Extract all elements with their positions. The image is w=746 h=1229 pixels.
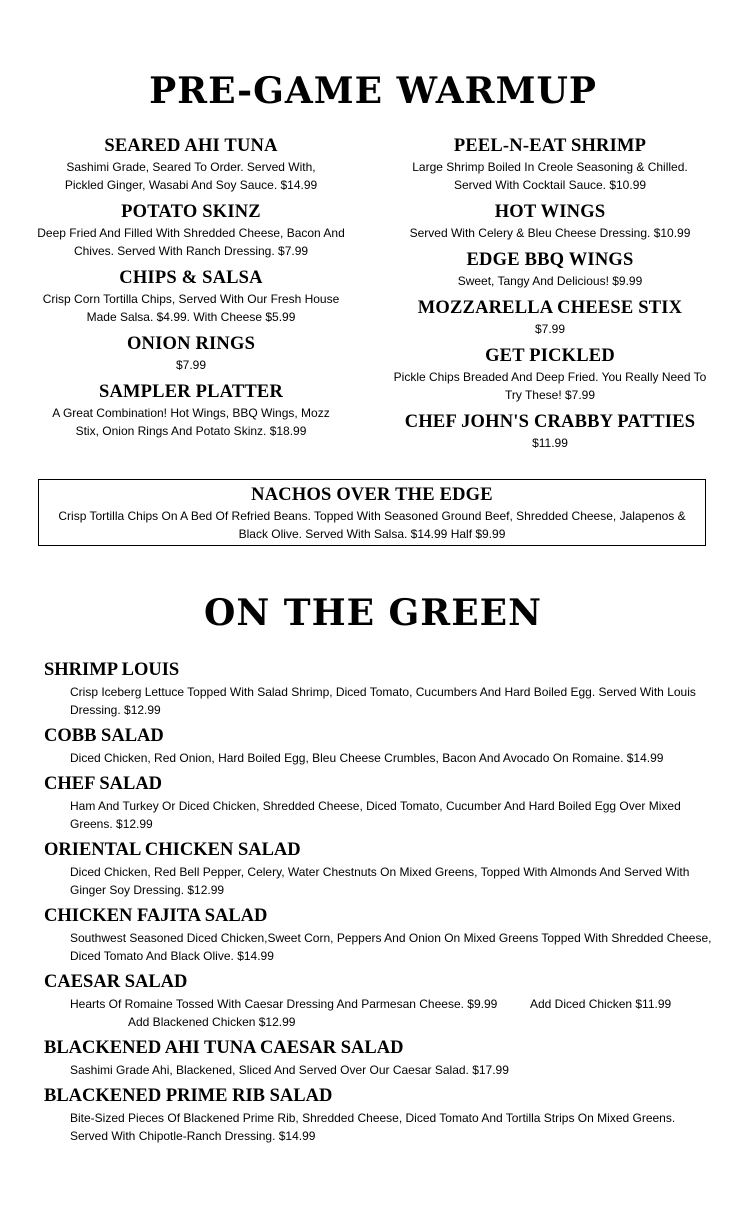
item-description: Deep Fried And Filled With Shredded Cheese, Bacon And Chives. Served With Ranch Dressing. $7.99 — [37, 226, 345, 258]
menu-item — [6, 266, 376, 326]
menu-item — [364, 296, 736, 338]
item-description: Ham And Turkey Or Diced Chicken, Shredded Cheese, Diced Tomato, Cucumber And Hard Boiled Egg Over Mixed Greens. $12.99 — [70, 799, 681, 831]
item-name: CHICKEN FAJITA SALAD — [44, 906, 268, 926]
item-description: Large Shrimp Boiled In Creole Seasoning & Chilled. Served With Cocktail Sauce. $10.99 — [412, 160, 688, 192]
item-name: CHEF SALAD — [44, 774, 163, 794]
item-description: $7.99 — [175, 358, 207, 372]
item-name: MOZZARELLA CHEESE STIX — [417, 298, 683, 318]
item-description: Southwest Seasoned Diced Chicken,Sweet Corn, Peppers And Onion On Mixed Greens Topped With Shredded Cheese, Diced Tomato And Black Olive. $14.99 — [70, 931, 712, 963]
item-description: Crisp Corn Tortilla Chips, Served With Our Fresh House Made Salsa. $4.99. With Cheese $5.99 — [42, 292, 340, 324]
menu-item — [44, 772, 714, 833]
menu-item — [6, 380, 376, 440]
menu-item — [364, 248, 736, 290]
item-description-line: Add Blackened Chicken $12.99 — [128, 1015, 296, 1029]
item-name: BLACKENED AHI TUNA CAESAR SALAD — [44, 1038, 404, 1058]
item-name: SAMPLER PLATTER — [98, 382, 284, 402]
item-description: Sweet, Tangy And Delicious! $9.99 — [457, 274, 643, 288]
menu-item — [44, 904, 714, 965]
item-name: GET PICKLED — [485, 346, 615, 366]
section-title-green: ON THE GREEN — [203, 592, 543, 634]
item-description: Served With Celery & Bleu Cheese Dressing. $10.99 — [409, 226, 691, 240]
item-description: Sashimi Grade, Seared To Order. Served With, Pickled Ginger, Wasabi And Soy Sauce. $14.99 — [64, 160, 318, 192]
item-description: A Great Combination! Hot Wings, BBQ Wings, Mozz Stix, Onion Rings And Potato Skinz. $18.99 — [52, 406, 330, 438]
item-description: Crisp Tortilla Chips On A Bed Of Refried Beans. Topped With Seasoned Ground Beef, Shredded Cheese, Jalapenos & Black Olive. Served With Salsa. $14.99 Half $9.99 — [58, 509, 686, 541]
item-name: EDGE BBQ WINGS — [466, 250, 634, 270]
section-title-pregame: PRE-GAME WARMUP — [149, 70, 597, 112]
item-description — [44, 995, 714, 1031]
item-description: Sashimi Grade Ahi, Blackened, Sliced And Served Over Our Caesar Salad. $17.99 — [70, 1063, 509, 1077]
pregame-right-column — [364, 134, 736, 458]
item-name: CAESAR SALAD — [44, 972, 188, 992]
item-name: ORIENTAL CHICKEN SALAD — [44, 840, 301, 860]
item-description: Bite-Sized Pieces Of Blackened Prime Rib, Shredded Cheese, Diced Tomato And Tortilla Strips On Mixed Greens. Served With Chipotle-Ranch Dressing. $14.99 — [70, 1111, 676, 1143]
pregame-left-column — [6, 134, 376, 446]
item-description: Diced Chicken, Red Bell Pepper, Celery, Water Chestnuts On Mixed Greens, Topped With Almonds And Served With Ginger Soy Dressing. $12.99 — [70, 865, 690, 897]
menu-item — [44, 724, 714, 767]
item-description-line: Hearts Of Romaine Tossed With Caesar Dressing And Parmesan Cheese. $9.99 Add Diced Chicken $11.99 — [70, 997, 672, 1011]
item-name: POTATO SKINZ — [121, 202, 261, 222]
menu-item — [6, 200, 376, 260]
menu-item — [364, 200, 736, 242]
item-name: CHIPS & SALSA — [119, 268, 263, 288]
menu-item — [44, 838, 714, 899]
item-description: Crisp Iceberg Lettuce Topped With Salad Shrimp, Diced Tomato, Cucumbers And Hard Boiled Egg. Served With Louis Dressing. $12.99 — [70, 685, 696, 717]
item-name: COBB SALAD — [44, 726, 164, 746]
nachos-feature-box — [38, 479, 706, 546]
item-name: ONION RINGS — [126, 334, 256, 354]
item-name: CHEF JOHN'S CRABBY PATTIES — [404, 412, 696, 432]
menu-item — [6, 134, 376, 194]
menu-item — [44, 1084, 714, 1145]
menu-item — [364, 134, 736, 194]
menu-item — [44, 970, 714, 1031]
item-name: NACHOS OVER THE EDGE — [251, 485, 493, 505]
item-name: PEEL-N-EAT SHRIMP — [453, 136, 647, 156]
green-items-list — [44, 658, 714, 1150]
menu-item — [44, 1036, 714, 1079]
item-description: Pickle Chips Breaded And Deep Fried. You Really Need To Try These! $7.99 — [393, 370, 707, 402]
item-name: SEARED AHI TUNA — [104, 136, 278, 156]
item-description: $11.99 — [532, 436, 568, 450]
menu-item — [44, 658, 714, 719]
menu-item — [6, 332, 376, 374]
menu-item — [364, 344, 736, 404]
item-description: Diced Chicken, Red Onion, Hard Boiled Egg, Bleu Cheese Crumbles, Bacon And Avocado On Romaine. $14.99 — [70, 751, 664, 765]
item-description: $7.99 — [534, 322, 566, 336]
item-name: HOT WINGS — [494, 202, 606, 222]
menu-item — [364, 410, 736, 452]
item-name: BLACKENED PRIME RIB SALAD — [44, 1086, 333, 1106]
item-name: SHRIMP LOUIS — [44, 660, 180, 680]
